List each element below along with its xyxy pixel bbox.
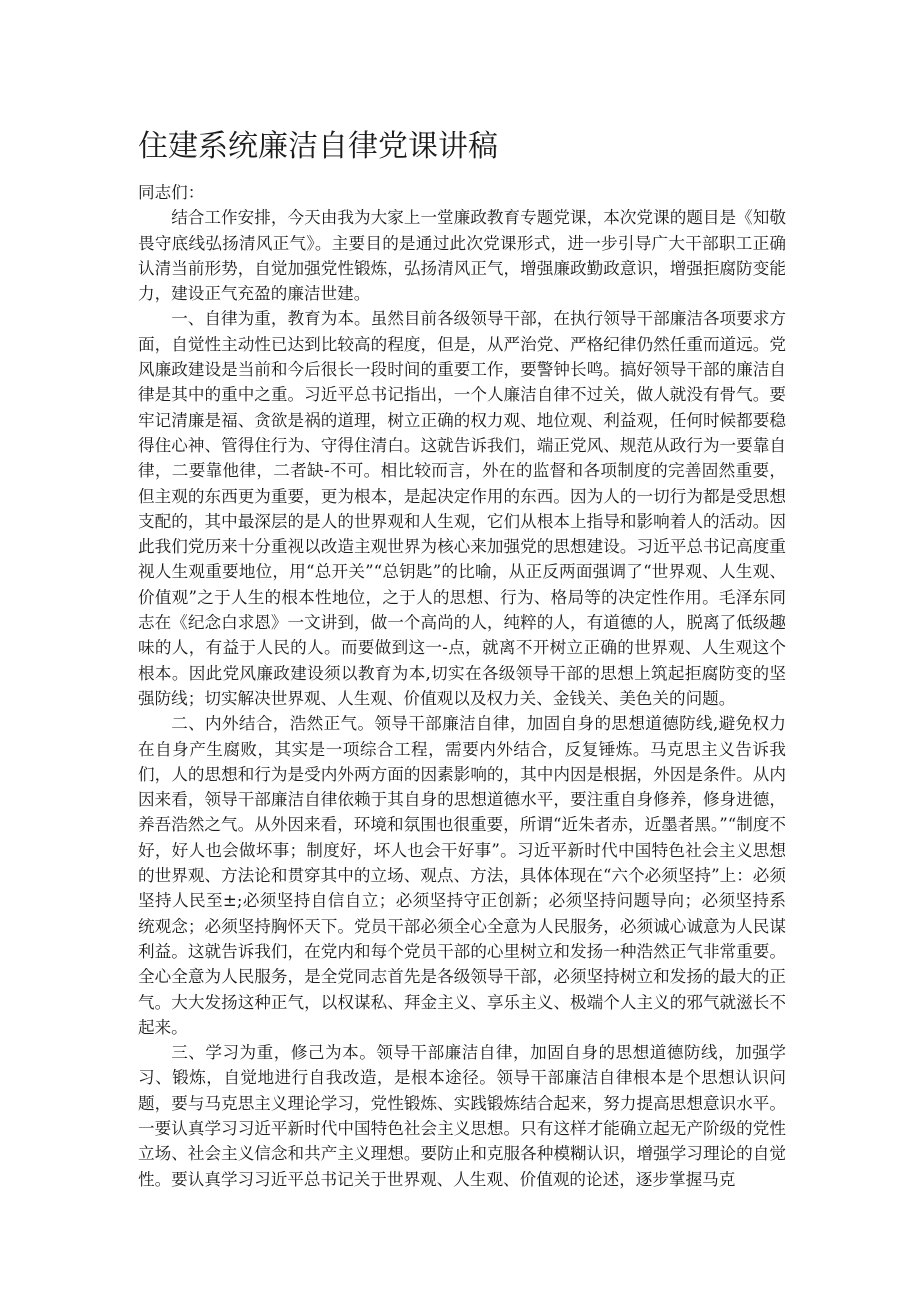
salutation: 同志们：	[138, 183, 205, 202]
document-title: 住建系统廉洁自律党课讲稿	[138, 129, 498, 164]
paragraph-intro: 结合工作安排，今天由我为大家上一堂廉政教育专题党课，本次党课的题目是《知敬畏守底线弘扬清风正气》。主要目的是通过此次党课形式，进一步引导广大干部职工正确认清当前形势，自觉加强党性锻炼，弘扬清风正气，增强廉政勤政意识，增强拒腐防变能力，建设正气充盈的廉洁世建。	[138, 208, 786, 304]
paragraph-section-3: 三、学习为重，修己为本。领导干部廉洁自律，加固自身的思想道德防线，加强学习、锻炼，自觉地进行自我改造，是根本途径。领导干部廉洁自律根本是个思想认识问题，要与马克思主义理论学习，党性锻炼、实践锻炼结合起来，努力提高思想意识水平。一要认真学习习近平新时代中国特色社会主义思想。只有这样才能确立起无产阶级的党性立场、社会主义信念和共产主义理想。要防止和克服各种模糊认识，增强学习理论的自觉性。要认真学习习近平总书记关于世界观、人生观、价值观的论述，逐步掌握马克	[138, 1043, 786, 1189]
paragraph-section-1: 一、自律为重，教育为本。虽然目前各级领导干部，在执行领导干部廉洁各项要求方面，自觉性主动性已达到比较高的程度，但是，从严治党、严格纪律仍然任重而道远。党风廉政建设是当前和今后很长一段时间的重要工作，要警钟长鸣。搞好领导干部的廉洁自律是其中的重中之重。习近平总书记指出，一个人廉洁自律不过关，做人就没有骨气。要牢记清廉是福、贪欲是祸的道理，树立正确的权力观、地位观、利益观，任何时候都要稳得住心神、管得住行为、守得住清白。这就告诉我们，端正党风、规范从政行为一要靠自律，二要靠他律，二者缺-不可。相比较而言，外在的监督和各项制度的完善固然重要，但主观的东西更为重要，更为根本，是起决定作用的东西。因为人的一切行为都是受思想支配的，其中最深层的是人的世界观和人生观，它们从根本上指导和影响着人的活动。因此我们党历来十分重视以改造主观世界为核心来加强党的思想建设。习近平总书记高度重视人生观重要地位，用“总开关”“总钥匙”的比喻，从正反两面强调了“世界观、人生观、价值观”之于人生的根本性地位，之于人的思想、行为、格局等的决定性作用。毛泽东同志在《纪念白求恩》一文讲到，做一个高尚的人，纯粹的人，有道德的人，脱离了低级趣味的人，有益于人民的人。而要做到这一-点，就离不开树立正确的世界观、人生观这个根本。因此党风廉政建设须以教育为本,切实在各级领导干部的思想上筑起拒腐防变的坚强防线；切实解决世界观、人生观、价值观以及权力关、金钱关、美色关的问题。	[138, 309, 786, 708]
paragraph-section-2: 二、内外结合，浩然正气。领导干部廉洁自律，加固自身的思想道德防线,避免权力在自身产生腐败，其实是一项综合工程，需要内外结合，反复锤炼。马克思主义告诉我们，人的思想和行为是受内外两方面的因素影响的，其中内因是根据，外因是条件。从内因来看，领导干部廉洁自律依赖于其自身的思想道德水平，要注重自身修养，修身进德，养吾浩然之气。从外因来看，环境和氛围也很重要，所谓“近朱者赤，近墨者黑。”“制度不好，好人也会做坏事；制度好，坏人也会干好事”。习近平新时代中国特色社会主义思想的世界观、方法论和贯穿其中的立场、观点、方法，具体体现在“六个必须坚持”上：必须坚持人民至±;必须坚持自信自立；必须坚持守正创新；必须坚持问题导向；必须坚持系统观念；必须坚持胸怀天下。党员干部必须全心全意为人民服务，必须诚心诚意为人民谋利益。这就告诉我们，在党内和每个党员干部的心里树立和发扬一种浩然正气非常重要。全心全意为人民服务，是全党同志首先是各级领导干部，必须坚持树立和发扬的最大的正气。大大发扬这种正气，以权谋私、拜金主义、享乐主义、极端个人主义的邪气就滋长不起来。	[138, 714, 786, 1037]
document-body	[138, 180, 786, 1192]
